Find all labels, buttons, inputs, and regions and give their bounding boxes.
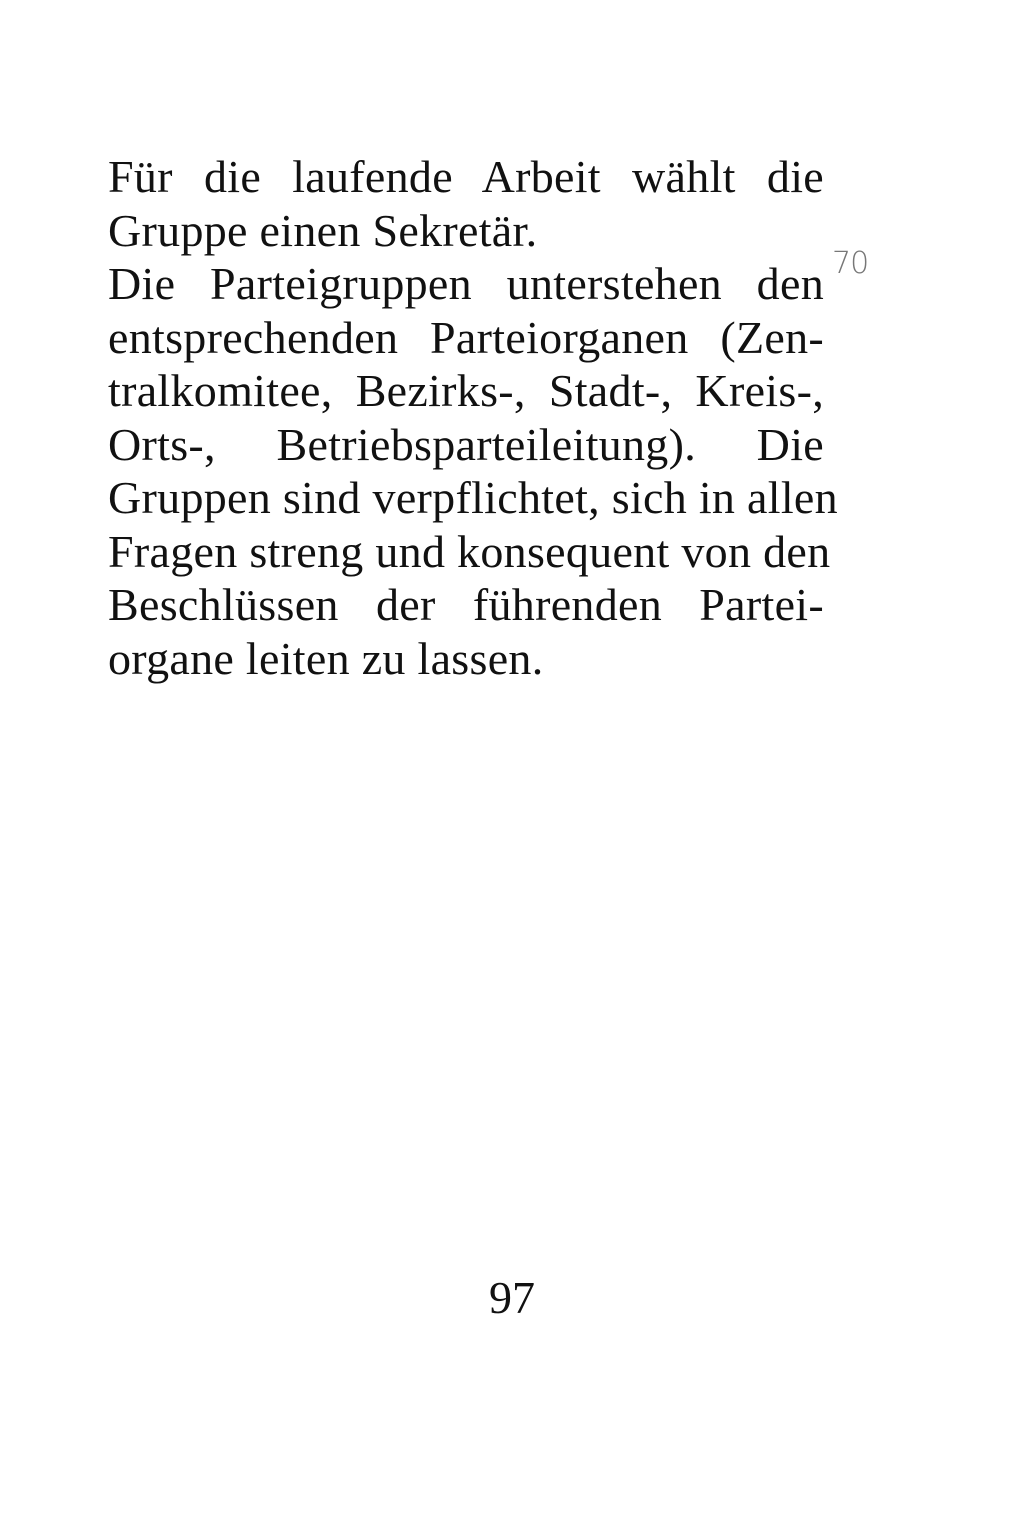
text-line: entsprechenden Parteiorganen (Zen-	[108, 311, 824, 363]
text-line: Gruppe einen Sekretär.	[108, 204, 538, 256]
body-text	[108, 150, 838, 685]
text-line: Fragen streng und konsequent von den	[108, 525, 831, 577]
text-line: Die Parteigruppen unterstehen den	[108, 258, 824, 309]
text-line: tralkomitee, Bezirks-, Stadt-, Kreis-,	[108, 365, 824, 416]
page-number: 97	[489, 1272, 535, 1323]
text-line: Orts-, Betriebsparteileitung). Die	[108, 418, 824, 470]
text-line: Für die laufende Arbeit wählt die	[108, 151, 824, 202]
text-line: organe leiten zu lassen.	[108, 632, 544, 684]
margin-annotation: 70	[832, 246, 869, 281]
text-line: Gruppen sind verpflichtet, sich in allen	[108, 472, 838, 523]
text-line: Beschlüssen der führenden Partei-	[108, 579, 824, 630]
